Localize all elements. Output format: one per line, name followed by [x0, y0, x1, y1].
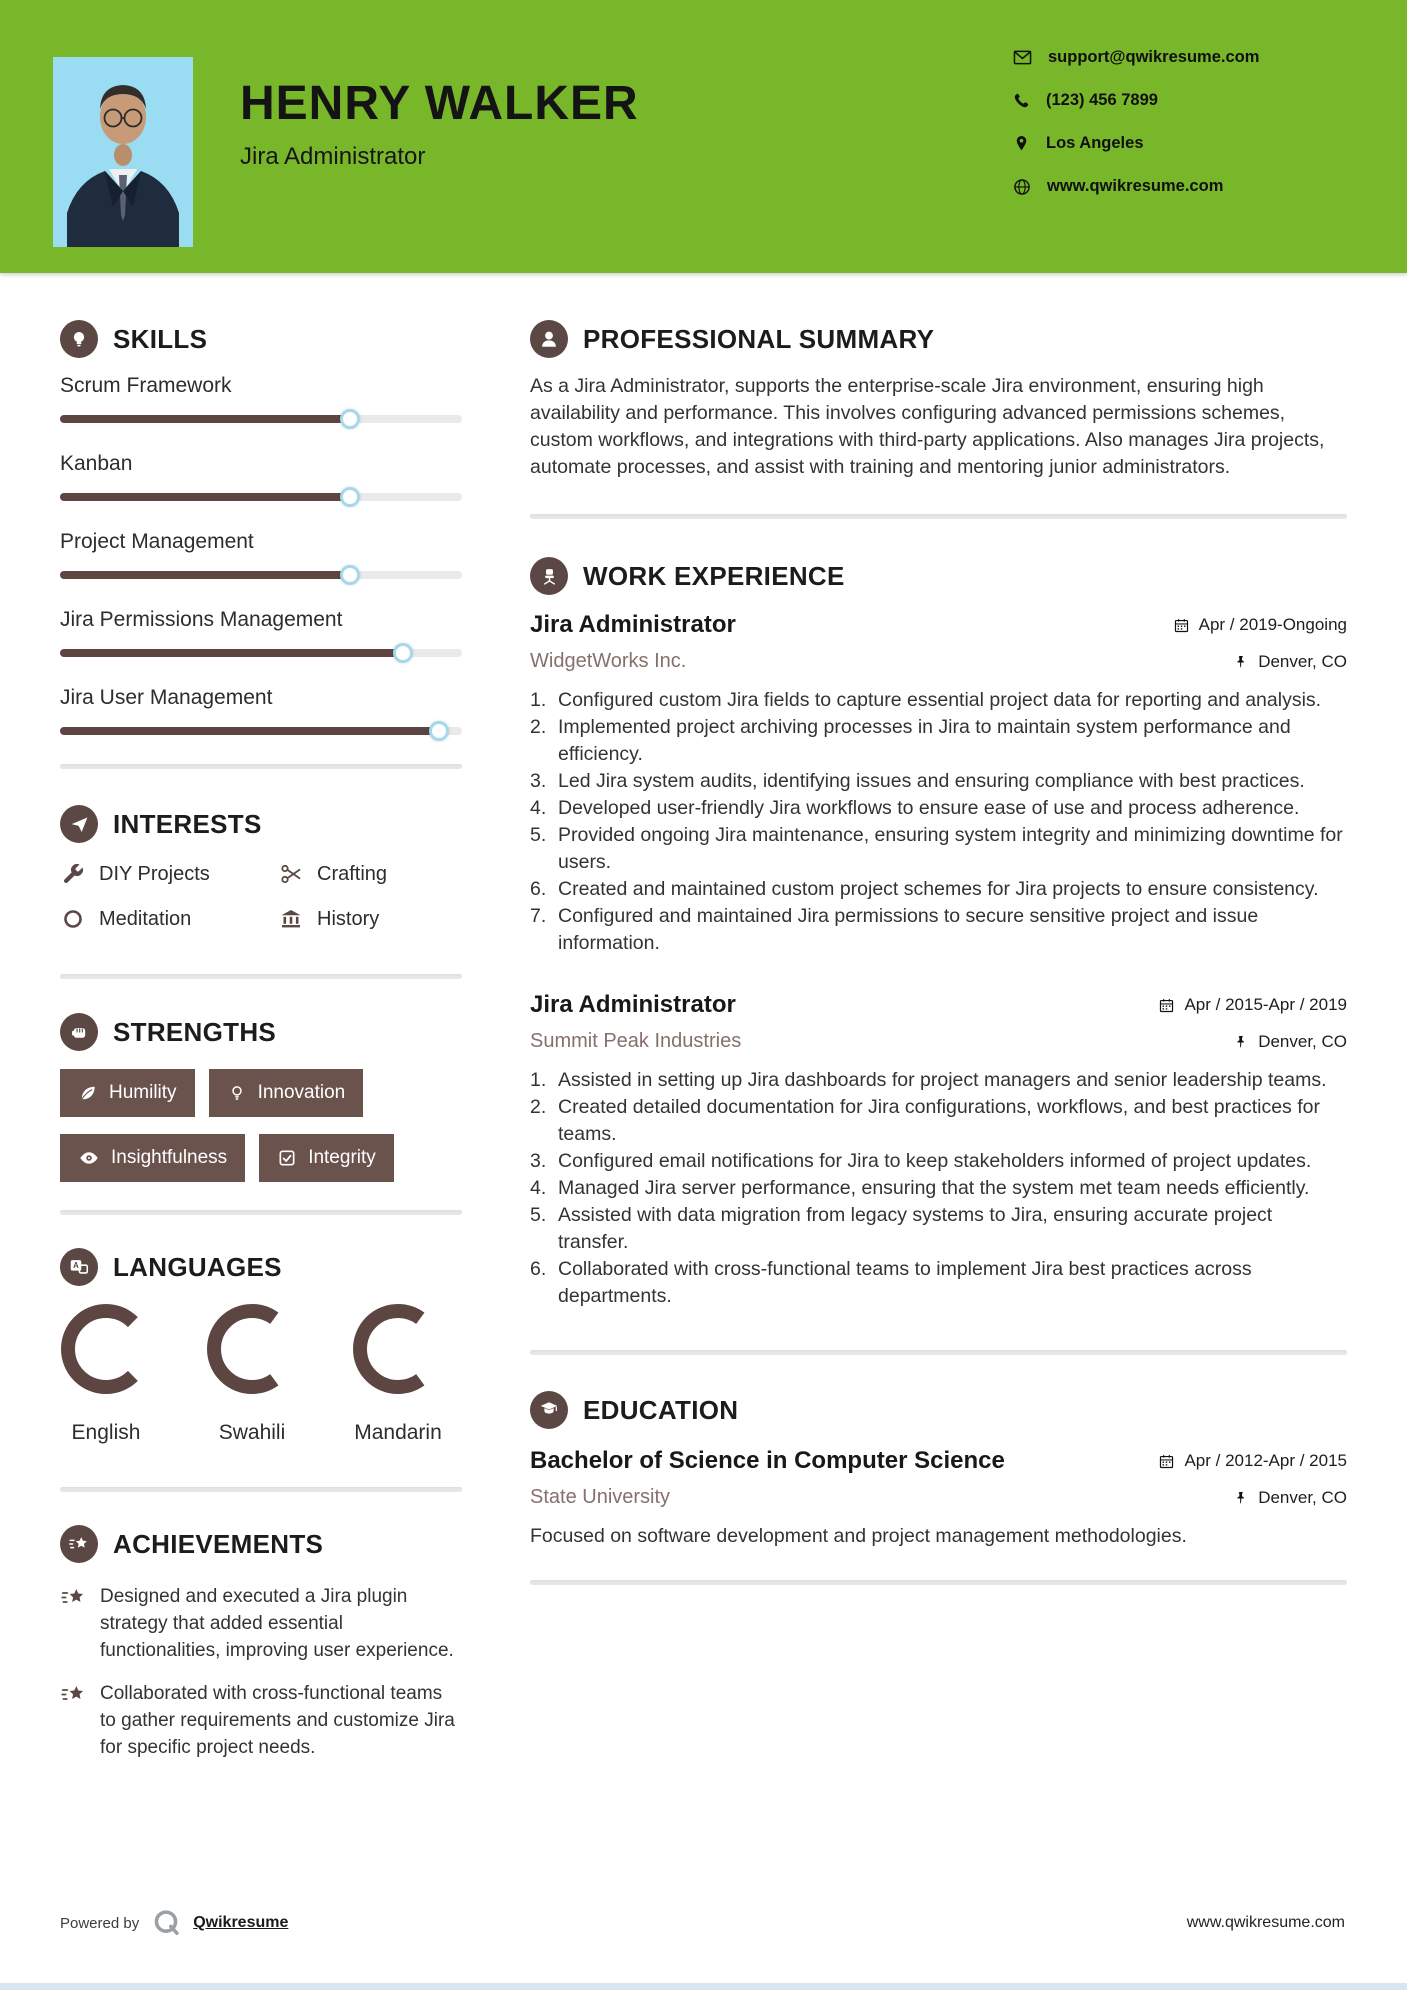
job-bullet [530, 1202, 1347, 1256]
education-location-text: Denver, CO [1258, 1487, 1347, 1507]
interest-label: DIY Projects [99, 862, 210, 885]
bullet-text: Managed Jira server performance, ensuring that the system met team needs efficiently. [558, 1177, 1310, 1199]
skill-item [60, 530, 462, 579]
job-location [1233, 652, 1347, 672]
contact-website-text: www.qwikresume.com [1047, 177, 1224, 195]
bullet-number: 5. [530, 1204, 547, 1226]
skill-slider-fill [60, 493, 349, 501]
experience-section-header [530, 557, 1347, 595]
education-section-header [530, 1391, 1347, 1429]
skills-heading: SKILLS [113, 323, 208, 354]
shooting-star-icon [68, 1533, 90, 1555]
skill-slider-fill [60, 727, 438, 735]
achievements-list [60, 1583, 462, 1761]
pushpin-icon [1233, 1034, 1249, 1050]
bullet-number: 6. [530, 878, 547, 900]
calendar-icon [1158, 997, 1175, 1014]
skill-slider-handle [340, 565, 360, 585]
summary-section-icon [530, 320, 568, 358]
bullet-number: 1. [530, 1069, 547, 1091]
bullet-number: 6. [530, 1258, 547, 1280]
profile-photo [53, 57, 193, 247]
interest-item [60, 861, 278, 887]
languages-section-header [60, 1248, 462, 1286]
skill-item [60, 686, 462, 735]
strength-label: Integrity [308, 1147, 376, 1168]
strength-chip [209, 1069, 364, 1117]
circle-icon [60, 906, 86, 932]
interest-item [60, 906, 278, 932]
strength-chip [60, 1069, 195, 1117]
bullet-number: 2. [530, 716, 547, 738]
location-icon [1012, 134, 1031, 153]
summary-section-header [530, 320, 1347, 358]
job-bullet [530, 714, 1347, 768]
powered-by-text: Powered by [60, 1914, 140, 1932]
calendar-icon [1158, 1453, 1175, 1470]
job-bullet [530, 768, 1347, 795]
office-chair-icon [539, 566, 560, 587]
strengths-heading: STRENGTHS [113, 1016, 277, 1047]
bullet-text: Created detailed documentation for Jira configurations, workflows, and best practices for teams. [558, 1096, 1320, 1145]
sidebar-column [60, 320, 462, 1777]
education-heading: EDUCATION [583, 1394, 739, 1425]
skills-section-icon [60, 320, 98, 358]
bullet-text: Led Jira system audits, identifying issues and ensuring compliance with best practices. [558, 770, 1305, 792]
skill-label: Project Management [60, 530, 254, 553]
achievements-section-icon [60, 1525, 98, 1563]
strengths-section-icon [60, 1013, 98, 1051]
language-item [60, 1303, 152, 1445]
bullet-number: 1. [530, 689, 547, 711]
bullet-text: Assisted with data migration from legacy systems to Jira, ensuring accurate project transfer. [558, 1204, 1273, 1253]
degree-title: Bachelor of Science in Computer Science [530, 1447, 1005, 1474]
strength-chip [259, 1134, 394, 1182]
phone-icon [1012, 91, 1031, 110]
divider [530, 1350, 1347, 1355]
job-bullet [530, 822, 1347, 876]
skill-slider [60, 727, 462, 735]
language-item [206, 1303, 298, 1445]
skill-slider-handle [429, 721, 449, 741]
job-bullet [530, 1148, 1347, 1175]
education-description: Focused on software development and project management methodologies. [530, 1525, 1187, 1547]
bullet-text: Configured custom Jira fields to capture essential project data for reporting and analysis. [558, 689, 1322, 711]
job-bullet [530, 795, 1347, 822]
skill-label: Kanban [60, 452, 133, 475]
strengths-section-header [60, 1013, 462, 1051]
strength-label: Innovation [257, 1082, 346, 1103]
achievement-text: Collaborated with cross-functional teams to gather requirements and customize Jira for specific project needs. [100, 1683, 455, 1758]
achievement-text: Designed and executed a Jira plugin strategy that added essential functionalities, improving user experience. [100, 1586, 454, 1661]
bulb-outline-icon [227, 1083, 247, 1103]
email-icon [1012, 47, 1033, 68]
paper-plane-icon [69, 814, 90, 835]
achievements-section-header [60, 1525, 462, 1563]
languages-section-icon [60, 1248, 98, 1286]
education-location [1233, 1488, 1347, 1508]
divider [60, 1487, 462, 1492]
skill-item [60, 452, 462, 501]
eye-icon [78, 1147, 100, 1169]
skills-section-header [60, 320, 462, 358]
job-date [1158, 995, 1347, 1015]
job-bullet-list [530, 1067, 1347, 1310]
pushpin-icon [1233, 1490, 1249, 1506]
strength-chip [60, 1134, 245, 1182]
interests-section-header [60, 805, 462, 843]
education-entry [530, 1447, 1347, 1550]
languages-list [60, 1303, 462, 1445]
skills-list [60, 374, 462, 735]
contact-website[interactable] [1012, 175, 1259, 198]
bullet-number: 3. [530, 1150, 547, 1172]
skill-slider [60, 415, 462, 423]
achievement-item [60, 1583, 462, 1664]
experience-heading: WORK EXPERIENCE [583, 560, 845, 591]
job-bullet [530, 1067, 1347, 1094]
job-title: Jira Administrator [530, 991, 736, 1018]
skill-slider-handle [393, 643, 413, 663]
person-icon [538, 328, 560, 350]
bullet-text: Implemented project archiving processes in Jira to maintain system performance and efficiency. [558, 716, 1291, 765]
interests-heading: INTERESTS [113, 808, 262, 839]
museum-icon [278, 906, 304, 932]
checkbox-icon [277, 1148, 297, 1168]
bullet-text: Created and maintained custom project schemes for Jira projects to ensure consistency. [558, 878, 1319, 900]
skill-slider-fill [60, 571, 349, 579]
skill-item [60, 608, 462, 657]
globe-icon [1012, 177, 1032, 197]
footer-website: www.qwikresume.com [1186, 1914, 1345, 1931]
interest-item [278, 906, 462, 932]
language-progress-ring [352, 1303, 444, 1395]
shooting-star-icon [60, 1584, 87, 1611]
strength-label: Humility [109, 1082, 177, 1103]
skill-slider-handle [340, 409, 360, 429]
interest-label: History [317, 907, 380, 930]
bullet-number: 3. [530, 770, 547, 792]
skill-label: Jira User Management [60, 686, 273, 709]
experience-section-icon [530, 557, 568, 595]
job-bullet [530, 1094, 1347, 1148]
contact-email-text: support@qwikresume.com [1048, 48, 1260, 66]
job-date [1173, 615, 1347, 635]
education-date [1158, 1451, 1347, 1471]
shooting-star-icon [60, 1681, 87, 1708]
interests-list [60, 861, 462, 932]
job-location [1233, 1032, 1347, 1052]
education-section-icon [530, 1391, 568, 1429]
skill-slider-fill [60, 415, 349, 423]
contact-block [1012, 46, 1259, 218]
qwikresume-logo-icon [151, 1908, 181, 1938]
skill-slider [60, 571, 462, 579]
language-item [352, 1303, 444, 1445]
leaf-icon [78, 1083, 98, 1103]
qwikresume-link[interactable]: Qwikresume [193, 1914, 289, 1931]
skill-slider-fill [60, 649, 402, 657]
skill-slider [60, 649, 462, 657]
interest-label: Crafting [317, 862, 388, 885]
summary-text: As a Jira Administrator, supports the enterprise-scale Jira environment, ensuring high availability and performance. This involves configuring advanced permissions schemes, custom workflows, and integrations with third-party applications. Also manages Jira projects, automate processes, and assist with training and mentoring junior administrators. [530, 375, 1325, 478]
skill-label: Scrum Framework [60, 374, 232, 397]
bullet-text: Configured email notifications for Jira to keep stakeholders informed of project updates. [558, 1150, 1312, 1172]
svg-text:A: A [73, 1261, 79, 1271]
job-date-text: Apr / 2015-Apr / 2019 [1184, 995, 1347, 1014]
job-bullet [530, 1175, 1347, 1202]
bullet-number: 2. [530, 1096, 547, 1118]
job-bullet [530, 1256, 1347, 1310]
divider [60, 1210, 462, 1215]
language-progress-ring [60, 1303, 152, 1395]
profile-photo-illustration [53, 57, 193, 247]
job-bullet [530, 876, 1347, 903]
bullet-text: Developed user-friendly Jira workflows to ensure ease of use and process adherence. [558, 797, 1300, 819]
contact-phone [1012, 89, 1259, 112]
language-label: English [71, 1421, 141, 1444]
bullet-text: Collaborated with cross-functional teams to implement Jira best practices across departments. [558, 1258, 1252, 1307]
main-column [530, 320, 1347, 1585]
skill-slider-handle [340, 487, 360, 507]
bullet-text: Assisted in setting up Jira dashboards for project managers and senior leadership teams. [558, 1069, 1327, 1091]
fist-icon [69, 1022, 90, 1043]
school-name: State University [530, 1486, 671, 1508]
contact-location [1012, 132, 1259, 155]
language-progress-ring [206, 1303, 298, 1395]
skill-slider [60, 493, 462, 501]
job-date-text: Apr / 2019-Ongoing [1198, 615, 1347, 634]
scissors-icon [278, 861, 304, 887]
contact-email[interactable] [1012, 46, 1259, 69]
bullet-number: 7. [530, 905, 547, 927]
divider [60, 764, 462, 769]
person-job-title: Jira Administrator [240, 142, 426, 170]
graduation-cap-icon [538, 1399, 560, 1421]
page-bottom-edge [0, 1983, 1407, 1990]
job-location-text: Denver, CO [1258, 651, 1347, 671]
job-entry [530, 611, 1347, 957]
divider [60, 974, 462, 979]
job-bullet-list [530, 687, 1347, 957]
bullet-number: 5. [530, 824, 547, 846]
strengths-list [60, 1069, 462, 1199]
summary-heading: PROFESSIONAL SUMMARY [583, 323, 935, 354]
job-entry [530, 991, 1347, 1310]
contact-phone-text: (123) 456 7899 [1046, 91, 1158, 109]
job-location-text: Denver, CO [1258, 1031, 1347, 1051]
interest-label: Meditation [99, 907, 192, 930]
language-label: Mandarin [354, 1421, 442, 1444]
bullet-number: 4. [530, 1177, 547, 1199]
interests-section-icon [60, 805, 98, 843]
pushpin-icon [1233, 654, 1249, 670]
bulb-icon [68, 328, 90, 350]
strength-label: Insightfulness [111, 1147, 228, 1168]
page-footer [60, 1908, 1345, 1938]
translate-icon [68, 1256, 90, 1278]
job-bullet [530, 903, 1347, 957]
achievements-heading: ACHIEVEMENTS [113, 1528, 324, 1559]
divider [530, 514, 1347, 519]
job-company: Summit Peak Industries [530, 1030, 742, 1052]
interest-item [278, 861, 462, 887]
bullet-text: Configured and maintained Jira permissions to secure sensitive project and issue information. [558, 905, 1259, 954]
job-title: Jira Administrator [530, 611, 736, 638]
contact-location-text: Los Angeles [1046, 134, 1144, 152]
person-name: HENRY WALKER [240, 77, 639, 130]
language-label: Swahili [218, 1421, 286, 1444]
job-bullet [530, 687, 1347, 714]
header-banner [0, 0, 1407, 273]
skill-item [60, 374, 462, 423]
divider [530, 1580, 1347, 1585]
education-date-text: Apr / 2012-Apr / 2015 [1184, 1451, 1347, 1470]
calendar-icon [1173, 617, 1190, 634]
wrench-icon [60, 861, 86, 887]
skill-label: Jira Permissions Management [60, 608, 343, 631]
job-company: WidgetWorks Inc. [530, 650, 687, 672]
languages-heading: LANGUAGES [113, 1251, 282, 1282]
bullet-number: 4. [530, 797, 547, 819]
bullet-text: Provided ongoing Jira maintenance, ensuring system integrity and minimizing downtime for users. [558, 824, 1343, 873]
achievement-item [60, 1680, 462, 1761]
